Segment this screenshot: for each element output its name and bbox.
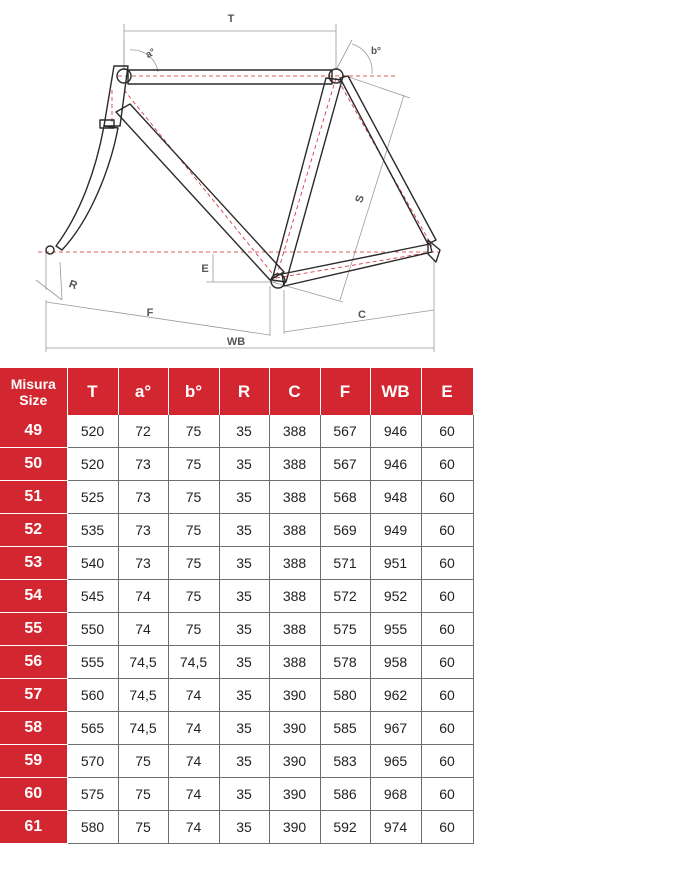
table-cell: 74 bbox=[168, 679, 219, 712]
table-cell: 958 bbox=[370, 646, 421, 679]
table-cell: 74 bbox=[168, 778, 219, 811]
table-cell: 60 bbox=[421, 580, 473, 613]
table-cell: 967 bbox=[370, 712, 421, 745]
table-cell: 35 bbox=[219, 679, 269, 712]
table-cell: 75 bbox=[168, 415, 219, 448]
table-cell: 951 bbox=[370, 547, 421, 580]
table-cell: 74 bbox=[168, 712, 219, 745]
table-cell: 388 bbox=[269, 580, 320, 613]
table-cell: 949 bbox=[370, 514, 421, 547]
table-cell: 583 bbox=[320, 745, 370, 778]
table-body bbox=[0, 415, 473, 844]
label-a-angle: a° bbox=[143, 46, 158, 61]
table-cell: 75 bbox=[168, 547, 219, 580]
table-row bbox=[0, 580, 473, 613]
table-cell: 75 bbox=[168, 448, 219, 481]
table-cell: 74,5 bbox=[118, 679, 168, 712]
table-cell: 567 bbox=[320, 415, 370, 448]
table-cell: 60 bbox=[421, 778, 473, 811]
table-cell: 60 bbox=[421, 613, 473, 646]
header-col: WB bbox=[370, 368, 421, 415]
table-cell: 567 bbox=[320, 448, 370, 481]
table-cell: 565 bbox=[67, 712, 118, 745]
table-cell: 74,5 bbox=[118, 712, 168, 745]
table-cell: 580 bbox=[67, 811, 118, 844]
table-cell: 35 bbox=[219, 514, 269, 547]
size-cell: 56 bbox=[0, 646, 67, 679]
centerlines bbox=[38, 76, 440, 278]
table-cell: 592 bbox=[320, 811, 370, 844]
size-cell: 55 bbox=[0, 613, 67, 646]
header-size-line1: Misura bbox=[10, 375, 56, 392]
table-row bbox=[0, 547, 473, 580]
table-cell: 571 bbox=[320, 547, 370, 580]
table-row bbox=[0, 514, 473, 547]
label-T: T bbox=[227, 13, 235, 25]
table-cell: 74 bbox=[168, 811, 219, 844]
table-cell: 35 bbox=[219, 481, 269, 514]
table-cell: 35 bbox=[219, 448, 269, 481]
table-cell: 948 bbox=[370, 481, 421, 514]
table-cell: 74,5 bbox=[168, 646, 219, 679]
table-cell: 946 bbox=[370, 448, 421, 481]
table-cell: 952 bbox=[370, 580, 421, 613]
table-cell: 955 bbox=[370, 613, 421, 646]
dimension-lines bbox=[36, 24, 434, 352]
table-cell: 388 bbox=[269, 613, 320, 646]
table-cell: 585 bbox=[320, 712, 370, 745]
table-row bbox=[0, 481, 473, 514]
header-size-line2: Size bbox=[19, 391, 48, 408]
label-R: R bbox=[67, 278, 79, 293]
table-cell: 974 bbox=[370, 811, 421, 844]
label-b-angle: b° bbox=[370, 46, 382, 57]
size-cell: 51 bbox=[0, 481, 67, 514]
table-row bbox=[0, 613, 473, 646]
table-row bbox=[0, 778, 473, 811]
table-cell: 75 bbox=[168, 514, 219, 547]
table-cell: 73 bbox=[118, 547, 168, 580]
table-cell: 962 bbox=[370, 679, 421, 712]
table-cell: 388 bbox=[269, 448, 320, 481]
table-cell: 60 bbox=[421, 415, 473, 448]
size-cell: 58 bbox=[0, 712, 67, 745]
label-C: C bbox=[358, 309, 366, 321]
table-cell: 73 bbox=[118, 514, 168, 547]
table-cell: 390 bbox=[269, 811, 320, 844]
size-cell: 50 bbox=[0, 448, 67, 481]
header-col: F bbox=[320, 368, 370, 415]
table-cell: 388 bbox=[269, 547, 320, 580]
table-cell: 572 bbox=[320, 580, 370, 613]
table-cell: 75 bbox=[118, 745, 168, 778]
table-cell: 35 bbox=[219, 415, 269, 448]
table-cell: 580 bbox=[320, 679, 370, 712]
table-cell: 520 bbox=[67, 448, 118, 481]
table-cell: 390 bbox=[269, 712, 320, 745]
table-row bbox=[0, 679, 473, 712]
label-S: S bbox=[353, 193, 367, 205]
size-cell: 54 bbox=[0, 580, 67, 613]
size-cell: 49 bbox=[0, 415, 67, 448]
size-cell: 59 bbox=[0, 745, 67, 778]
table-cell: 75 bbox=[168, 613, 219, 646]
header-col: a° bbox=[118, 368, 168, 415]
header-size bbox=[0, 368, 67, 415]
table-cell: 74,5 bbox=[118, 646, 168, 679]
table-cell: 550 bbox=[67, 613, 118, 646]
table-cell: 60 bbox=[421, 745, 473, 778]
label-WB: WB bbox=[226, 336, 246, 348]
geometry-table bbox=[0, 368, 474, 844]
frame-geometry-diagram bbox=[0, 0, 700, 360]
label-F: F bbox=[146, 307, 154, 319]
table-cell: 388 bbox=[269, 646, 320, 679]
table-header-row bbox=[0, 368, 473, 415]
table-cell: 946 bbox=[370, 415, 421, 448]
table-cell: 390 bbox=[269, 745, 320, 778]
table-cell: 60 bbox=[421, 547, 473, 580]
table-cell: 73 bbox=[118, 448, 168, 481]
table-cell: 560 bbox=[67, 679, 118, 712]
table-cell: 570 bbox=[67, 745, 118, 778]
table-cell: 60 bbox=[421, 514, 473, 547]
table-cell: 74 bbox=[118, 613, 168, 646]
table-row bbox=[0, 448, 473, 481]
table-cell: 60 bbox=[421, 646, 473, 679]
table-cell: 545 bbox=[67, 580, 118, 613]
header-col: T bbox=[67, 368, 118, 415]
table-cell: 555 bbox=[67, 646, 118, 679]
table-cell: 73 bbox=[118, 481, 168, 514]
frame-tubes bbox=[46, 66, 440, 288]
header-col: C bbox=[269, 368, 320, 415]
table-cell: 74 bbox=[118, 580, 168, 613]
table-cell: 965 bbox=[370, 745, 421, 778]
header-col: E bbox=[421, 368, 473, 415]
size-cell: 52 bbox=[0, 514, 67, 547]
size-cell: 61 bbox=[0, 811, 67, 844]
table-cell: 390 bbox=[269, 679, 320, 712]
table-cell: 75 bbox=[168, 481, 219, 514]
table-cell: 388 bbox=[269, 415, 320, 448]
table-row bbox=[0, 811, 473, 844]
table-cell: 60 bbox=[421, 712, 473, 745]
table-cell: 74 bbox=[168, 745, 219, 778]
header-col: b° bbox=[168, 368, 219, 415]
table-cell: 72 bbox=[118, 415, 168, 448]
table-cell: 525 bbox=[67, 481, 118, 514]
table-cell: 568 bbox=[320, 481, 370, 514]
table-row bbox=[0, 415, 473, 448]
table-cell: 968 bbox=[370, 778, 421, 811]
table-cell: 540 bbox=[67, 547, 118, 580]
table-cell: 569 bbox=[320, 514, 370, 547]
table-cell: 75 bbox=[118, 778, 168, 811]
label-E: E bbox=[201, 263, 209, 275]
table-cell: 586 bbox=[320, 778, 370, 811]
table-row bbox=[0, 745, 473, 778]
table-cell: 35 bbox=[219, 745, 269, 778]
table-cell: 35 bbox=[219, 712, 269, 745]
table-cell: 535 bbox=[67, 514, 118, 547]
table-cell: 60 bbox=[421, 481, 473, 514]
table-cell: 578 bbox=[320, 646, 370, 679]
table-cell: 575 bbox=[320, 613, 370, 646]
table-cell: 388 bbox=[269, 514, 320, 547]
table-cell: 60 bbox=[421, 679, 473, 712]
table-row bbox=[0, 646, 473, 679]
table-cell: 520 bbox=[67, 415, 118, 448]
table-cell: 60 bbox=[421, 811, 473, 844]
size-cell: 60 bbox=[0, 778, 67, 811]
table-cell: 388 bbox=[269, 481, 320, 514]
size-cell: 53 bbox=[0, 547, 67, 580]
size-cell: 57 bbox=[0, 679, 67, 712]
table-cell: 35 bbox=[219, 811, 269, 844]
header-col: R bbox=[219, 368, 269, 415]
table-cell: 35 bbox=[219, 580, 269, 613]
table-cell: 75 bbox=[118, 811, 168, 844]
table-cell: 35 bbox=[219, 646, 269, 679]
table-cell: 60 bbox=[421, 448, 473, 481]
table-row bbox=[0, 712, 473, 745]
table-cell: 75 bbox=[168, 580, 219, 613]
table-cell: 35 bbox=[219, 547, 269, 580]
table-cell: 575 bbox=[67, 778, 118, 811]
table-cell: 35 bbox=[219, 613, 269, 646]
table-cell: 35 bbox=[219, 778, 269, 811]
table-cell: 390 bbox=[269, 778, 320, 811]
